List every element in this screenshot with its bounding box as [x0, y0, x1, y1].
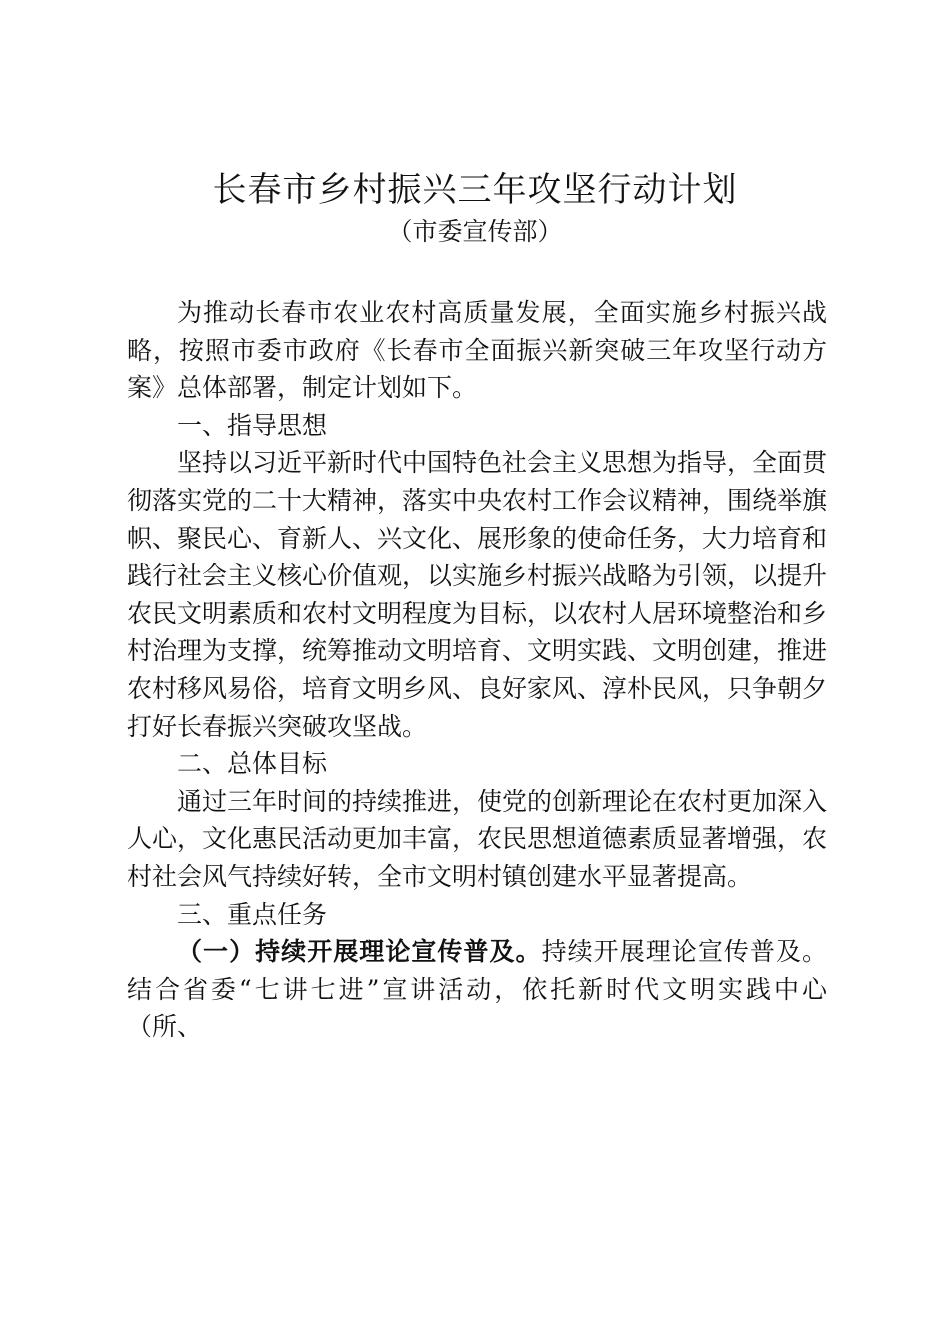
task-1-body: 持续开展理论宣传普及。结合省委“七讲七进”宣讲活动，依托新时代文明实践中心（所、 — [127, 937, 827, 1042]
intro-paragraph: 为推动长春市农业农村高质量发展，全面实施乡村振兴战略，按照市委市政府《长春市全面振兴新突破三年攻坚行动方案》总体部署，制定计划如下。 — [127, 298, 827, 403]
document-title: 长春市乡村振兴三年攻坚行动计划 — [212, 170, 738, 210]
section-heading-guiding-ideology: 一、指导思想 — [177, 410, 328, 440]
overall-goals-paragraph: 通过三年时间的持续推进，使党的创新理论在农村更加深入人心，文化惠民活动更加丰富，农民思想道德素质显著增强，农村社会风气持续好转，全市文明村镇创建水平显著提高。 — [127, 786, 828, 891]
task-1-paragraph — [127, 933, 827, 1046]
document-subtitle: （市委宣传部） — [387, 217, 563, 246]
section-heading-overall-goals: 二、总体目标 — [177, 749, 328, 779]
document-body — [127, 294, 827, 1046]
guiding-ideology-paragraph: 坚持以习近平新时代中国特色社会主义思想为指导，全面贯彻落实党的二十大精神，落实中央农村工作会议精神，围绕举旗帜、聚民心、育新人、兴文化、展形象的使命任务，大力培育和践行社会主义核心价值观，以实施乡村振兴战略为引领，以提升农民文明素质和农村文明程度为目标，以农村人居环境整治和乡村治理为支撑，统筹推动文明培育、文明实践、文明创建，推进农村移风易俗，培育文明乡风、良好家风、淳朴民风，只争朝夕打好长春振兴突破攻坚战。 — [127, 448, 828, 741]
task-1-lead: （一）持续开展理论宣传普及。 — [177, 937, 542, 967]
section-heading-key-tasks: 三、重点任务 — [177, 899, 328, 929]
